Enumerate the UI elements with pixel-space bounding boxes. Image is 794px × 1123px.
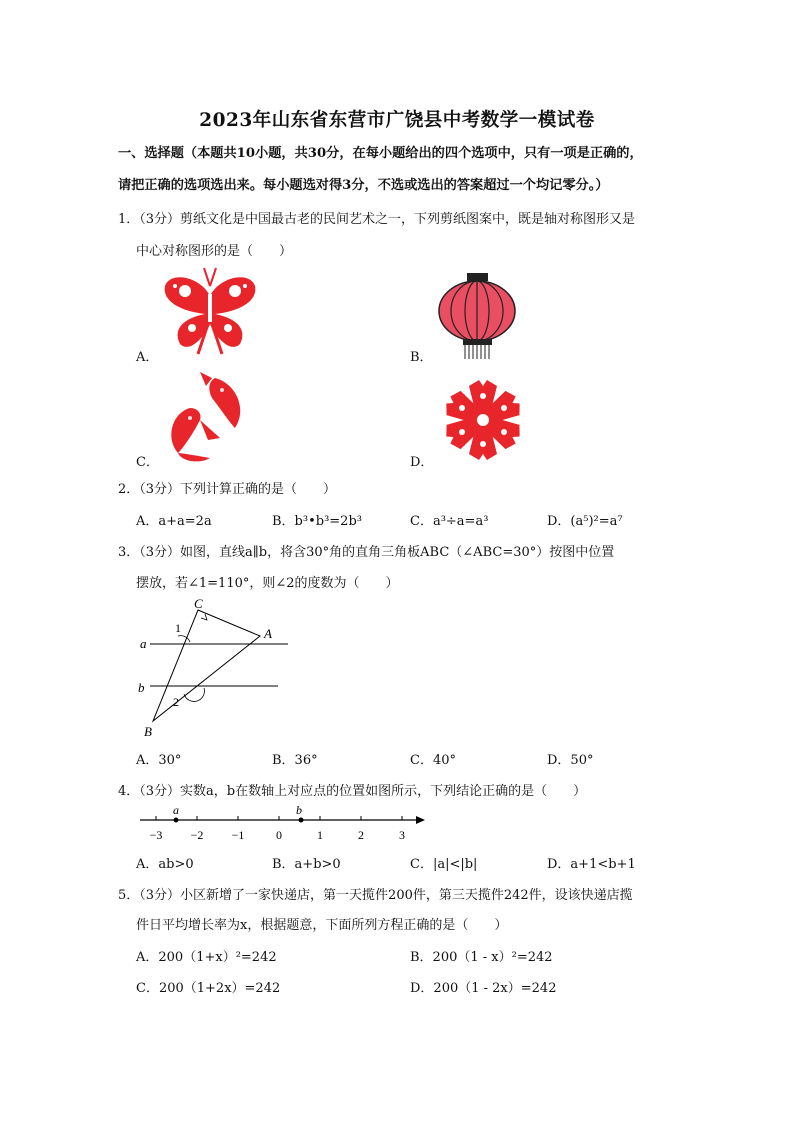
q1-option-b: B． (410, 350, 433, 365)
axis-tick-label: 2 (358, 828, 364, 842)
label-c: C (194, 596, 203, 611)
label-angle-2: 2 (173, 695, 179, 709)
section-instruction-line2: 请把正确的选项选出来。每小题选对得3分，不选或选出的答案超过一个均记零分。） (118, 178, 609, 193)
right-angle-mark (201, 614, 207, 620)
point-a-label: a (173, 803, 179, 817)
q2-option-b: B．b³•b³=2b³ (272, 514, 362, 529)
point-b (299, 818, 304, 823)
q2-option-c: C．a³÷a=a³ (410, 514, 489, 529)
axis-tick-label: −3 (149, 828, 163, 842)
q4-option-a: A．ab>0 (136, 857, 194, 872)
q4-stem: 4．（3分）实数a，b在数轴上对应点的位置如图所示，下列结论正确的是（ ） (118, 784, 587, 799)
q5-stem-line1: 5．（3分）小区新增了一家快递店，第一天揽件200件，第三天揽件242件，设该快递店揽 (118, 888, 633, 903)
q4-option-c: C．|a|<|b| (410, 857, 478, 872)
snowflake-papercut-icon (437, 377, 529, 463)
lantern-papercut-icon (435, 273, 520, 361)
q3-option-a: A．30° (136, 753, 182, 768)
q5-option-c: C．200（1+2x）=242 (136, 981, 281, 996)
q1-option-a: A． (136, 350, 159, 365)
angle-1-arc (178, 636, 190, 642)
q3-option-b: B．36° (272, 753, 318, 768)
q4-option-d: D．a+1<b+1 (547, 857, 636, 872)
axis-tick-label: −1 (231, 828, 245, 842)
q1-option-c: C． (136, 455, 159, 470)
label-angle-1: 1 (175, 621, 181, 635)
q2-stem: 2．（3分）下列计算正确的是（ ） (118, 482, 337, 497)
triangle-abc (153, 610, 260, 721)
q3-option-d: D．50° (547, 753, 594, 768)
point-a (174, 818, 179, 823)
q5-option-a: A．200（1+x）²=242 (136, 950, 277, 965)
axis-tick-label: 1 (317, 828, 323, 842)
q3-triangle-figure (130, 596, 300, 742)
label-b-vertex: B (144, 724, 152, 739)
q3-stem-line2: 摆放，若∠1=110°，则∠2的度数为（ ） (136, 576, 399, 591)
point-b-label: b (296, 803, 302, 817)
q1-stem-line1: 1．（3分）剪纸文化是中国最古老的民间艺术之一，下列剪纸图案中，既是轴对称图形又是 (118, 212, 636, 227)
page-title: 2023年山东省东营市广饶县中考数学一模试卷 (199, 110, 595, 131)
angle-2-arc (184, 688, 204, 701)
axis-tick-label: 0 (276, 828, 282, 842)
q2-option-a: A．a+a=2a (136, 514, 212, 529)
q5-option-d: D．200（1 - 2x）=242 (410, 981, 557, 996)
q4-option-b: B．a+b>0 (272, 857, 341, 872)
q3-option-c: C．40° (410, 753, 456, 768)
label-line-b: b (138, 680, 145, 695)
q4-number-line (135, 803, 430, 845)
butterfly-papercut-icon (160, 266, 260, 356)
axis-arrow-icon (416, 816, 425, 824)
axis-tick-label: −2 (190, 828, 204, 842)
section-instruction-line1: 一、选择题（本题共10小题，共30分，在每小题给出的四个选项中，只有一项是正确的， (118, 146, 643, 161)
q2-option-d: D．(a⁵)²=a⁷ (547, 514, 623, 529)
axis-tick-label: 3 (399, 828, 405, 842)
q5-stem-line2: 件日平均增长率为x，根据题意，下面所列方程正确的是（ ） (136, 918, 508, 933)
label-line-a: a (140, 636, 147, 651)
q5-option-b: B．200（1 - x）²=242 (410, 950, 553, 965)
q1-stem-line2: 中心对称图形的是（ ） (136, 244, 293, 259)
label-a-vertex: A (264, 626, 272, 641)
q3-stem-line1: 3．（3分）如图，直线a∥b，将含30°角的直角三角板ABC（∠ABC=30°）按图中位置 (118, 545, 615, 560)
two-koi-fish-papercut-icon (160, 368, 250, 464)
q1-option-d: D． (410, 455, 434, 470)
